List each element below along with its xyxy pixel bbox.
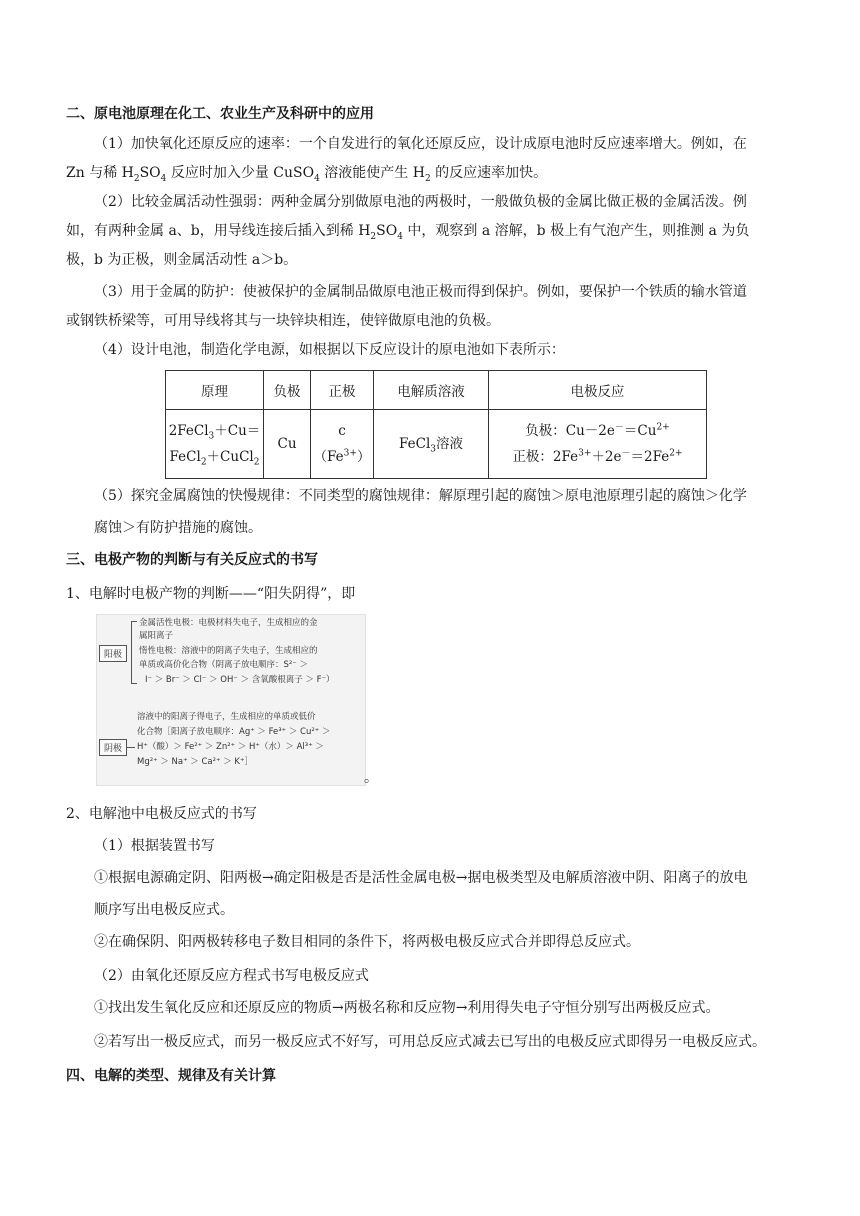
paragraph-5-line-2: 腐蚀＞有防护措施的腐蚀。: [94, 520, 262, 536]
paragraph-1-line-1: （1）加快氧化还原反应的速率：一个自发进行的氧化还原反应，设计成原电池时反应速率增大。例如，在: [94, 136, 747, 152]
section-4-heading: 四、电解的类型、规律及有关计算: [66, 1068, 276, 1084]
section-3-item-2: 2、电解池中电极反应式的书写: [66, 806, 257, 822]
paragraph-4-line-1: （4）设计电池，制造化学电源，如根据以下反应设计的原电池如下表所示：: [94, 342, 565, 358]
paragraph-2-line-1: （2）比较金属活动性强弱：两种金属分别做原电池的两极时，一般做负极的金属比做正极的金属活泼。例: [94, 194, 747, 210]
paragraph-5-line-1: （5）探究金属腐蚀的快慢规律：不同类型的腐蚀规律：解原理引起的腐蚀＞原电池原理引起的腐蚀＞化学: [94, 488, 747, 504]
step-2: ②在确保阴、阳两极转移电子数目相同的条件下，将两极电极反应式合并即得总反应式。: [94, 934, 640, 950]
cathode-arrow: [127, 747, 135, 748]
paragraph-3-line-1: （3）用于金属的防护：使被保护的金属制品做原电池正极而得到保护。例如，要保护一个铁质的输水管道: [94, 284, 747, 300]
section-3-heading: 三、电极产物的判断与有关反应式的书写: [66, 552, 318, 568]
cathode-label: 阴极: [99, 739, 127, 756]
table-cell-negative: Cu: [264, 410, 311, 479]
sub-item-2: （2）由氧化还原反应方程式书写电极反应式: [94, 968, 369, 984]
paragraph-3-line-2: 或钢铁桥梁等，可用导线将其与一块锌块相连，使锌做原电池的负极。: [66, 313, 500, 329]
electrode-product-diagram: [96, 614, 366, 786]
table-cell-electrolyte: FeCl$_3$溶液: [374, 410, 489, 479]
paragraph-2-line-3: 极，b 为正极，则金属活动性 a＞b。: [66, 252, 298, 268]
diagram-period: 。: [364, 770, 378, 786]
anode-arrow-bottom: [131, 683, 137, 684]
cathode-text-2: 化合物［阳离子放电顺序：Ag⁺ ＞ Fe³⁺ ＞ Cu²⁺ ＞: [137, 727, 331, 737]
table-cell-reaction: 负极：$Cu-2e^-=Cu^{2+}$ 正极：$2Fe^{3+}+2e^-=2Fe^{2+}$: [489, 410, 707, 479]
cathode-text-4: Mg²⁺ ＞ Na⁺ ＞ Ca²⁺ ＞ K⁺］: [137, 757, 253, 767]
anode-bracket: [131, 621, 132, 683]
section-3-item-1: 1、电解时电极产物的判断——“阳失阴得”，即: [66, 586, 356, 602]
table-header-electrolyte: 电解质溶液: [374, 371, 489, 410]
table-row: [166, 410, 707, 479]
cathode-text-3: H⁺（酸）＞ Fe²⁺ ＞ Zn²⁺ ＞ H⁺（水）＞ Al³⁺ ＞: [137, 742, 324, 752]
table-header-positive: 正极: [311, 371, 374, 410]
anode-text-3: 惰性电极：溶液中的阴离子失电子，生成相应的: [139, 646, 318, 656]
battery-design-table: [165, 370, 707, 479]
anode-text-1: 金属活性电极：电极材料失电子，生成相应的金: [139, 618, 318, 628]
step-1-line-2: 顺序写出电极反应式。: [94, 902, 234, 918]
anode-label: 阳极: [99, 645, 127, 662]
paragraph-2-line-2: 如，有两种金属 a、b，用导线连接后插入到稀 $H_2SO_4$ 中，观察到 a 溶解，b 极上有气泡产生，则推测 a 为负: [66, 223, 750, 242]
table-header-row: [166, 371, 707, 410]
table-header-principle: 原理: [166, 371, 264, 410]
anode-text-5: I⁻ ＞ Br⁻ ＞ Cl⁻ ＞ OH⁻ ＞ 含氧酸根离子 ＞ F⁻）: [145, 675, 335, 685]
table-header-reaction: 电极反应: [489, 371, 707, 410]
table-cell-positive: $c(Fe^{3+})$: [311, 410, 374, 479]
section-2-heading: 二、原电池原理在化工、农业生产及科研中的应用: [66, 106, 374, 122]
anode-text-4: 单质或高价化合物（阴离子放电顺序：S²⁻ ＞: [139, 660, 308, 670]
table-cell-principle: 2FeCl$_3$＋Cu＝ FeCl$_2$＋CuCl$_2$: [166, 410, 264, 479]
anode-text-2: 属阳离子: [139, 631, 174, 641]
step-4: ②若写出一极反应式，而另一极反应式不好写，可用总反应式减去已写出的电极反应式即得另一电极反应式。: [94, 1034, 766, 1050]
sub-item-1: （1）根据装置书写: [94, 838, 215, 854]
step-1-line-1: ①根据电源确定阴、阳两极→确定阳极是否是活性金属电极→据电极类型及电解质溶液中阴、阳离子的放电: [94, 870, 748, 886]
paragraph-1-line-2: Zn 与稀 $H_2SO_4$ 反应时加入少量 CuSO$_4$ 溶液能使产生 $H_2$ 的反应速率加快。: [66, 165, 548, 184]
table-header-negative: 负极: [264, 371, 311, 410]
step-3: ①找出发生氧化反应和还原反应的物质→两极名称和反应物→利用得失电子守恒分别写出两极反应式。: [94, 1000, 720, 1016]
cathode-text-1: 溶液中的阳离子得电子，生成相应的单质或低价: [137, 712, 316, 722]
anode-arrow-top: [131, 621, 137, 622]
